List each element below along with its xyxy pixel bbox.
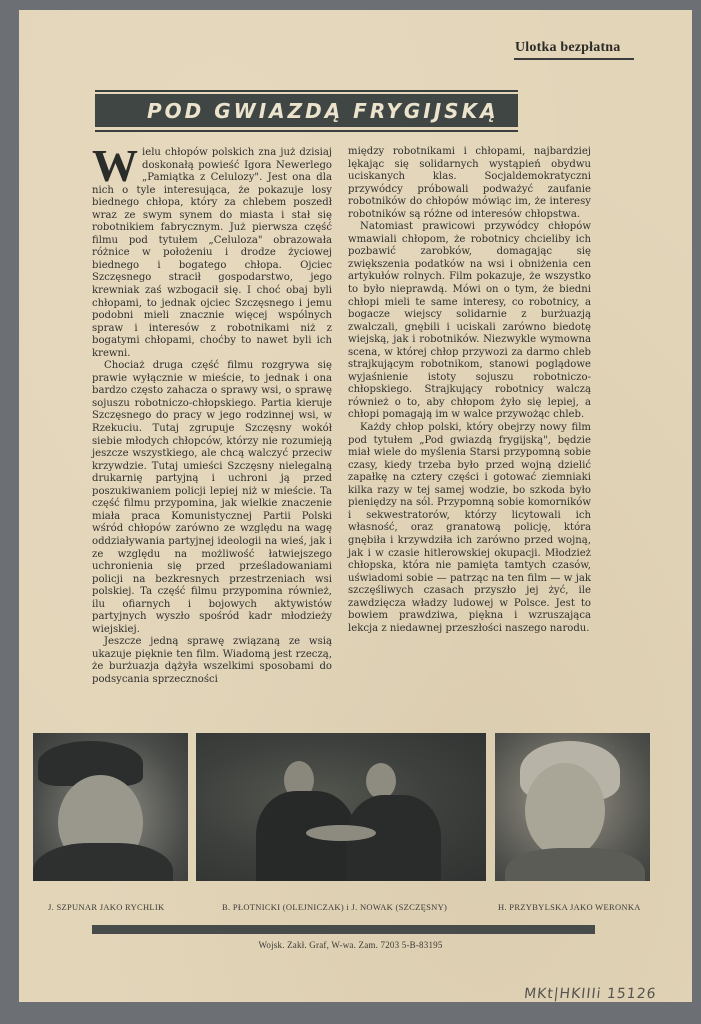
printer-imprint: Wojsk. Zakł. Graf, W-wa. Zam. 7203 5-B-83195 — [258, 940, 443, 950]
photo-caption: H. PRZYBYLSKA JAKO WERONKA — [498, 902, 641, 912]
face-shape — [366, 763, 396, 799]
coat-shape — [33, 843, 173, 881]
drop-cap: W — [92, 140, 138, 191]
photo-caption: J. SZPUNAR JAKO RYCHLIK — [48, 902, 165, 912]
shoulder-shape — [505, 848, 645, 881]
paragraph-text: ielu chłopów polskich zna już dzisiaj doskonałą powieść Igora Newerlego „Pamiątka z Celulozy". Jest ona dla nich o tyle interesująca, że pokazuje losy biednego chłopa, który za chlebem poszedł wraz ze swym synem do miasta i stał się robotnikiem fabrycznym. Już pierwsza część filmu pod tytułem „Celuloza" obrazowała różnice w położeniu i drodze życiowej biednego i bogatego chłopa. Ojciec Szczęsnego stracił gospodarstwo, jego krewniak zaś wzbogacił się. I choć obaj byli chłopami, to jednak ojciec Szczęsnego i jemu podobni mieli znacznie więcej wspólnych spraw i interesów z robotnikami niż z bogatymi chłopami, choćby to nawet byli ich krewni. — [92, 147, 332, 359]
face-shape — [525, 763, 605, 858]
title-top-rule — [95, 90, 518, 92]
paragraph: Chociaż druga część filmu rozgrywa się prawie wyłącznie w mieście, to jednak i ona bardzo często zahacza o sprawy wsi, o sprawę sojuszu robotniczo-chłopskiego. Partia kieruje Szczęsnego do pracy w jego rodzinnej wsi, w Rzekuciu. Tutaj zgrupuje Szczęsny wokół siebie młodych chłopców, którzy nie rozumieją jeszcze wszystkiego, ale chcą walczyć przeciw krzywdzie. Tutaj umieści Szczęsny nielegalną drukarnię partyjną i uchroni ją przed poszukiwaniem policji lepiej niż w mieście. Ta część filmu przypomina, jak wielkie znaczenie miała praca Komunistycznej Partii Polski wśród chłopów zarówno ze względu na wagę oddziaływania partyjnej ideologii na wieś, jak i ze względu na możliwość łatwiejszego uchronienia się przed prześladowaniami policji na bezkresnych przestrzeniach wsi polskiej. Ta część filmu przypomina również, ilu ofiarnych i bojowych aktywistów partyjnych wyszło spośród kadr młodzieży wiejskiej. — [92, 360, 332, 635]
photo-przybylska-weronka — [495, 733, 650, 881]
article-column-1 — [92, 140, 332, 687]
paragraph: Każdy chłop polski, który obejrzy nowy film pod tytułem „Pod gwiazdą frygijską", będzie miał wiele do myślenia Starsi przypomną sobie czasy, kiedy trzeba było przed wojną dzielić zapałkę na cztery części i gotować ziemniaki kilka razy w tej samej wodzie, bo szkoda było pieniędzy na sól. Przypomną sobie komorników i sekwestratorów, którzy licytowali ich własność, oraz granatową policję, która gnębiła i krzywdziła ich zarówno przed wojną, jak i w czasie hitlerowskiej okupacji. Młodzież chłopska, która nie pamięta tamtych czasów, uświadomi sobie — patrząc na ten film — w jak szczęśliwych czasach przyszło jej żyć, ile zawdzięcza władzy ludowej w Polsce. Jest to bowiem prawdziwa, piękna i wzruszająca lekcja z niedawnej przeszłości naszego narodu. — [348, 422, 591, 634]
paragraph: Natomiast prawicowi przywódcy chłopów wmawiali chłopom, że robotnicy chcieliby ich pozbawić zarobków, domagając się zwiększenia podatków na wsi i obniżenia cen artykułów rolnych. Film pokazuje, że wszystko to było nieprawdą. Mówi on o tym, że biedni chłopi mieli te same interesy, co robotnicy, a bogacze wiejscy solidarnie z burżuazją zwalczali, gnębili i uciskali zarówno biedotę wiejską, jak i robotników. Niezwykle wymowna scena, w której chłop przywozi za darmo chleb strajkującym robotnikom, stanowi poglądowe wyjaśnienie istoty sojuszu robotniczo-chłopskiego. Strajkujący robotnicy walczą również o to, aby chłopom żyło się lepiej, a chłopi pomagają im w walce przywożąc chleb. — [348, 221, 591, 421]
photo-plotnicki-nowak — [196, 733, 486, 881]
paragraph: między robotnikami i chłopami, najbardziej lękając się solidarnych wystąpień obydwu uciskanych klas. Socjaldemokratyczni przywódcy próbowali podważyć zaufanie robotników do chłopów mówiąc im, że interesy robotników są różne od interesów chłopstwa. — [348, 146, 591, 220]
free-leaflet-underline — [514, 58, 634, 60]
bottom-rule — [92, 925, 595, 934]
photo-caption: B. PŁOTNICKI (OLEJNICZAK) i J. NOWAK (SZCZĘSNY) — [222, 902, 448, 912]
free-leaflet-label: Ulotka bezpłatna — [515, 40, 621, 55]
hands-shape — [306, 825, 376, 841]
photo-szpunar-rychlik — [33, 733, 188, 881]
title-bottom-rule — [95, 130, 518, 132]
paragraph: Jeszcze jedną sprawę związaną ze wsią ukazuje pięknie ten film. Wiadomą jest rzeczą, że burżuazja dążyła wszelkimi sposobami do podsycania sprzeczności — [92, 636, 332, 685]
title-banner — [95, 94, 518, 127]
article-title: POD GWIAZDĄ FRYGIJSKĄ — [147, 98, 499, 123]
article-column-2 — [348, 146, 591, 635]
archive-handwritten-mark: MKt|HKIIIi 15126 — [523, 986, 658, 1002]
paragraph — [92, 140, 332, 360]
